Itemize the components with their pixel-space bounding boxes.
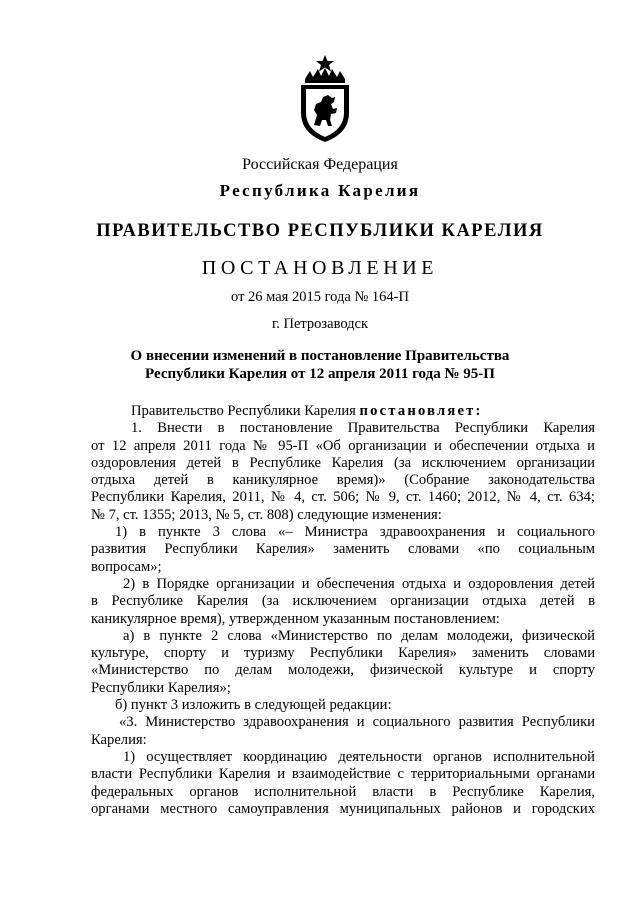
body-line: 1. Внести в постановление Правительства Республики Карелия [131,420,595,437]
body-line: власти Республики Карелия и взаимодействие с территориальными органами [91,766,595,783]
preamble-text: Правительство Республики Карелия [131,403,360,419]
subject-line: О внесении изменений в постановление Правительства [130,348,510,364]
body-line: от 12 апреля 2011 года № 95-П «Об организации и обеспечении отдыха и [91,437,595,454]
coat-of-arms-emblem [297,55,353,143]
body-line: органами местного самоуправления муниципальных районов и городских [91,800,595,817]
preamble [91,403,595,420]
body-line: федеральных органов исполнительной власти в Республике Карелия, [91,783,595,800]
body-line: культуре, спорту и туризму Республики Карелия» заменить словами [91,645,595,662]
republic-name: Республика Карелия [219,181,421,200]
body-line: оздоровления детей в Республике Карелия (за исключением организации [91,454,595,471]
country-name: Российская Федерация [242,156,398,173]
document-subject [0,347,640,383]
body-line: № 7, ст. 1355; 2013, № 5, ст. 808) следующие изменения: [91,506,442,523]
preamble-verb: постановляет: [359,403,483,419]
body-line: Республики Карелия»; [91,679,231,696]
body-line: 1) в пункте 3 слова «– Министра здравоохранения и социального [115,524,595,541]
document-date-number: от 26 мая 2015 года № 164-П [231,289,409,305]
document-body [91,403,595,818]
body-line: вопросам»; [91,558,162,575]
body-line: «3. Министерство здравоохранения и социального развития Республики [119,714,595,731]
body-line: Республики Карелия, 2011, № 4, ст. 506; № 9, ст. 1460; 2012, № 4, ст. 634; [91,489,595,506]
body-line: отдыха детей в каникулярное время)» (Собрание законодательства [91,472,595,489]
body-line: 1) осуществляет координацию деятельности органов исполнительной [123,748,595,765]
government-title: ПРАВИТЕЛЬСТВО РЕСПУБЛИКИ КАРЕЛИЯ [96,221,544,241]
body-line: 2) в Порядке организации и обеспечения отдыха и оздоровления детей [123,575,595,592]
body-line: а) в пункте 2 слова «Министерство по делам молодежи, физической [123,627,595,644]
subject-line: Республики Карелия от 12 апреля 2011 года № 95-П [145,366,495,382]
body-line: каникулярное время), утвержденном указанным постановлением: [91,610,500,627]
body-line: развития Республики Карелия» заменить словами «по социальным [91,541,595,558]
document-city: г. Петрозаводск [271,316,369,332]
body-line: б) пункт 3 изложить в следующей редакции: [115,697,392,714]
body-line: в Республике Карелия (за исключением организации отдыха детей в [91,593,595,610]
body-line: «Министерство по делам молодежи, физической культуре и спорту [91,662,595,679]
body-line: Карелия: [91,731,147,748]
document-type: ПОСТАНОВЛЕНИЕ [201,257,439,279]
